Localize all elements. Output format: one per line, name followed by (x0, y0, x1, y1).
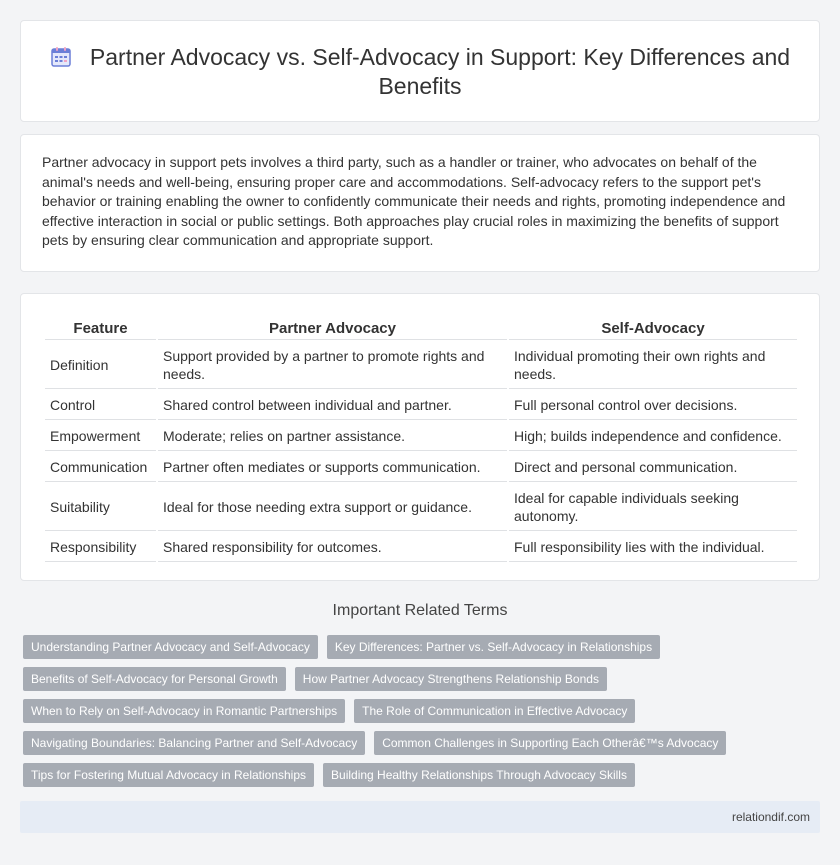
feature-cell: Control (45, 391, 156, 420)
related-term-link[interactable]: Benefits of Self-Advocacy for Personal Growth (23, 667, 286, 691)
related-term-link[interactable]: Navigating Boundaries: Balancing Partner and Self-Advocacy (23, 731, 365, 755)
partner-cell: Shared responsibility for outcomes. (158, 533, 507, 562)
related-term-link[interactable]: Understanding Partner Advocacy and Self-Advocacy (23, 635, 318, 659)
title-card (20, 20, 820, 122)
intro-paragraph: Partner advocacy in support pets involves a third party, such as a handler or trainer, who advocates on behalf of the animal's needs and well-being, ensuring proper care and accommodations. Self-advocacy refers to the support pet's behavior or training enabling the owner to confidently communicate their needs and rights, promoting independence and effective interaction in social or public settings. Both approaches play crucial roles in maximizing the benefits of support pets by ensuring clear communication and appropriate support. (42, 154, 786, 248)
table-row (45, 391, 797, 420)
calendar-icon (50, 46, 72, 68)
table-row (45, 484, 797, 531)
feature-cell: Suitability (45, 484, 156, 531)
related-term-link[interactable]: How Partner Advocacy Strengthens Relationship Bonds (295, 667, 607, 691)
related-term-link[interactable]: Building Healthy Relationships Through Advocacy Skills (323, 763, 635, 787)
partner-cell: Support provided by a partner to promote rights and needs. (158, 342, 507, 389)
self-cell: Full responsibility lies with the individual. (509, 533, 797, 562)
table-row (45, 453, 797, 482)
feature-cell: Communication (45, 453, 156, 482)
partner-cell: Shared control between individual and partner. (158, 391, 507, 420)
partner-cell: Moderate; relies on partner assistance. (158, 422, 507, 451)
related-terms-list (23, 635, 823, 795)
header-self-advocacy: Self-Advocacy (509, 316, 797, 340)
intro-card (20, 134, 820, 272)
tag-row (23, 667, 823, 691)
header-feature: Feature (45, 316, 156, 340)
comparison-card (20, 293, 820, 581)
comparison-table (43, 314, 799, 564)
related-term-link[interactable]: Common Challenges in Supporting Each Otherâ€™s Advocacy (374, 731, 726, 755)
page-title: Partner Advocacy vs. Self-Advocacy in Support: Key Differences and Benefits (89, 44, 791, 99)
page-title-wrap (41, 43, 799, 101)
related-term-link[interactable]: When to Rely on Self-Advocacy in Romantic Partnerships (23, 699, 345, 723)
footer-site-link[interactable]: relationdif.com (731, 810, 810, 824)
table-row (45, 342, 797, 389)
partner-cell: Partner often mediates or supports communication. (158, 453, 507, 482)
related-term-link[interactable]: Tips for Fostering Mutual Advocacy in Relationships (23, 763, 314, 787)
partner-cell: Ideal for those needing extra support or guidance. (158, 484, 507, 531)
feature-cell: Responsibility (45, 533, 156, 562)
tag-row (23, 763, 823, 787)
header-partner-advocacy: Partner Advocacy (158, 316, 507, 340)
related-terms-heading: Important Related Terms (332, 602, 508, 619)
related-term-link[interactable]: Key Differences: Partner vs. Self-Advocacy in Relationships (327, 635, 660, 659)
table-row (45, 533, 797, 562)
self-cell: Ideal for capable individuals seeking autonomy. (509, 484, 797, 531)
table-header-row (45, 316, 797, 340)
self-cell: Direct and personal communication. (509, 453, 797, 482)
self-cell: High; builds independence and confidence. (509, 422, 797, 451)
tag-row (23, 731, 823, 755)
feature-cell: Definition (45, 342, 156, 389)
tag-row (23, 699, 823, 723)
tag-row (23, 635, 823, 659)
footer (20, 801, 820, 833)
feature-cell: Empowerment (45, 422, 156, 451)
table-row (45, 422, 797, 451)
self-cell: Individual promoting their own rights and needs. (509, 342, 797, 389)
related-term-link[interactable]: The Role of Communication in Effective Advocacy (354, 699, 635, 723)
self-cell: Full personal control over decisions. (509, 391, 797, 420)
